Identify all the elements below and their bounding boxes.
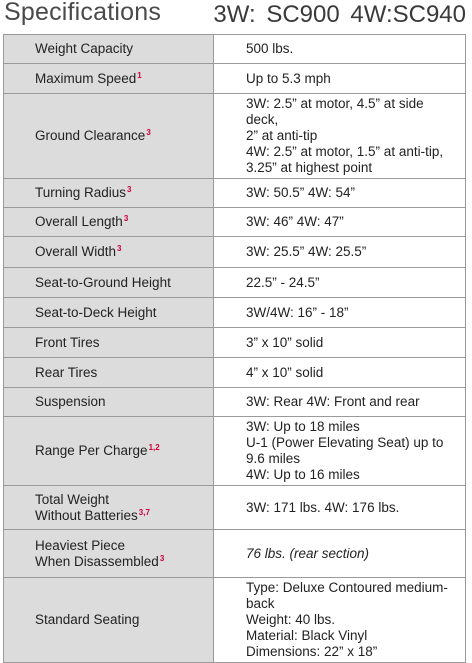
spec-label	[4, 179, 214, 208]
spec-value-text: 500 lbs.	[246, 41, 294, 56]
spec-label-text: Weight Capacity	[35, 41, 134, 56]
spec-value-text: 3W: 50.5” 4W: 54”	[246, 185, 356, 200]
footnote-marker: 1	[137, 70, 142, 80]
spec-value-text: 3W: Up to 18 miles	[246, 419, 360, 434]
spec-label-text: Rear Tires	[35, 364, 98, 380]
spec-value	[214, 35, 466, 64]
spec-label-text: Without Batteries$^{3,7}$	[35, 507, 150, 523]
spec-row	[4, 268, 466, 298]
spec-label	[4, 486, 214, 530]
spec-value-text: 3W/4W: 16” - 18”	[246, 304, 349, 320]
spec-row	[4, 208, 466, 237]
footnote-marker: 3	[159, 553, 165, 563]
spec-value-text: Dimensions: 22” x 18”	[246, 644, 378, 659]
spec-label-text: Maximum Speed$^1$	[35, 70, 142, 86]
spec-row	[4, 417, 466, 486]
spec-label	[4, 298, 214, 328]
spec-label	[4, 358, 214, 388]
spec-value-text: 3W: 171 lbs. 4W: 176 lbs.	[246, 499, 400, 515]
spec-row	[4, 530, 466, 578]
spec-value	[214, 268, 466, 298]
footnote-marker: 3,7	[138, 507, 150, 517]
specifications-table-body	[4, 35, 466, 663]
spec-row	[4, 388, 466, 417]
spec-value-text: 4W: 2.5” at motor, 1.5” at anti-tip,	[246, 144, 444, 159]
spec-value-text: 4” x 10” solid	[246, 364, 324, 380]
spec-row	[4, 358, 466, 388]
spec-row	[4, 64, 466, 94]
spec-value-text: 3W: Rear 4W: Front and rear	[246, 394, 420, 409]
spec-value-text: 4W: Up to 16 miles	[246, 467, 360, 482]
spec-value	[214, 179, 466, 208]
spec-value-text: Up to 5.3 mph	[246, 70, 331, 86]
spec-label-text: Standard Seating	[35, 612, 140, 627]
spec-label	[4, 578, 214, 663]
spec-value-text: 3W: 25.5” 4W: 25.5”	[246, 244, 367, 259]
spec-value-text: Type: Deluxe Contoured medium-back	[246, 580, 448, 611]
spec-row	[4, 328, 466, 358]
spec-value-text: 3W: 46” 4W: 47”	[246, 214, 344, 229]
spec-label	[4, 94, 214, 179]
spec-label-text: Range Per Charge$^{1,2}$	[35, 443, 160, 458]
spec-label-text: Total Weight	[35, 491, 110, 507]
spec-label	[4, 328, 214, 358]
model-numbers: 3W: SC900 4W:SC940	[213, 1, 466, 28]
spec-label	[4, 64, 214, 94]
spec-value	[214, 358, 466, 388]
spec-value	[214, 64, 466, 94]
spec-label-text: Overall Length$^3$	[35, 214, 129, 229]
spec-label	[4, 417, 214, 486]
spec-value	[214, 208, 466, 237]
spec-row	[4, 179, 466, 208]
spec-value-text: Weight: 40 lbs.	[246, 612, 336, 627]
page-header	[0, 0, 472, 32]
spec-value	[214, 94, 466, 179]
specifications-table	[3, 34, 466, 663]
spec-row	[4, 486, 466, 530]
spec-value-text: 2” at anti-tip	[246, 128, 318, 143]
spec-label-text: Ground Clearance$^3$	[35, 128, 151, 143]
spec-label-text: Overall Width$^3$	[35, 244, 122, 259]
spec-label-text: Front Tires	[35, 334, 100, 350]
spec-label-text: Turning Radius$^3$	[35, 185, 132, 200]
spec-row	[4, 35, 466, 64]
spec-value	[214, 328, 466, 358]
spec-value-text: Material: Black Vinyl	[246, 628, 368, 643]
spec-label	[4, 388, 214, 417]
spec-value-text: 3W: 2.5” at motor, 4.5” at side deck,	[246, 96, 424, 127]
footnote-marker: 3	[127, 185, 132, 194]
spec-value-text: 3.25” at highest point	[246, 160, 373, 175]
spec-value	[214, 486, 466, 530]
footnote-marker: 3	[117, 244, 122, 253]
spec-value	[214, 530, 466, 578]
spec-row	[4, 298, 466, 328]
spec-row	[4, 237, 466, 268]
spec-value	[214, 417, 466, 486]
spec-value-text: U-1 (Power Elevating Seat) up to 9.6 miles	[246, 435, 444, 466]
spec-value-text: 22.5” - 24.5”	[246, 274, 320, 290]
spec-label-text: Seat-to-Deck Height	[35, 304, 157, 320]
spec-row	[4, 94, 466, 179]
spec-label-text: Seat-to-Ground Height	[35, 274, 171, 290]
spec-value	[214, 388, 466, 417]
footnote-marker: 1,2	[148, 443, 160, 452]
spec-label	[4, 208, 214, 237]
spec-label-text: When Disassembled$^3$	[35, 553, 165, 569]
footnote-marker: 3	[146, 128, 151, 137]
spec-label-text: Heaviest Piece	[35, 537, 126, 553]
footnote-marker: 3	[123, 214, 129, 223]
spec-row	[4, 578, 466, 663]
spec-value	[214, 237, 466, 268]
page-title: Specifications	[4, 0, 162, 26]
spec-label	[4, 237, 214, 268]
spec-value-text: 3” x 10” solid	[246, 334, 324, 350]
spec-value	[214, 578, 466, 663]
spec-value-text: 76 lbs. (rear section)	[246, 545, 370, 561]
spec-label	[4, 530, 214, 578]
spec-label-text: Suspension	[35, 394, 106, 409]
spec-value	[214, 298, 466, 328]
spec-label	[4, 268, 214, 298]
spec-label	[4, 35, 214, 64]
